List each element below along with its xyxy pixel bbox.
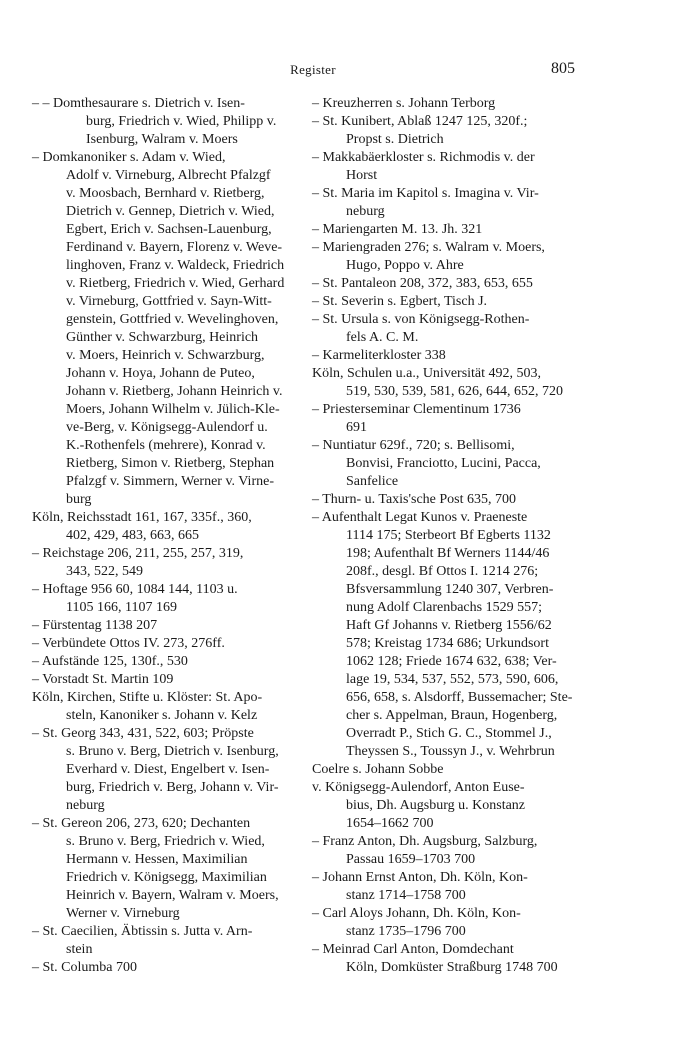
entry-line: steln, Kanoniker s. Johann v. Kelz (66, 708, 258, 723)
entry-line: s. Bruno v. Berg, Dietrich v. Isenburg, (66, 744, 279, 759)
entry-line: – Verbündete Ottos IV. 273, 276ff. (32, 636, 225, 651)
entry-line: v. Virneburg, Gottfried v. Sayn-Witt- (66, 294, 272, 309)
index-entry (312, 95, 570, 113)
header-title: Register (290, 62, 336, 77)
index-entry (312, 311, 570, 347)
index-entry (32, 725, 290, 815)
entry-line: Friedrich v. Königsegg, Maximilian (66, 870, 267, 885)
entry-line: 1105 166, 1107 169 (66, 600, 177, 615)
entry-line: – St. Ursula s. von Königsegg-Rothen- (312, 312, 530, 327)
entry-line: Köln, Schulen u.a., Universität 492, 503, (312, 366, 542, 381)
entry-line: 1114 175; Sterbeort Bf Egberts 1132 (346, 528, 551, 543)
entry-line: – Mariengraden 276; s. Walram v. Moers, (312, 240, 545, 255)
entry-line: Bonvisi, Franciotto, Lucini, Pacca, (346, 456, 541, 471)
entry-line: stanz 1714–1758 700 (346, 888, 466, 903)
entry-line: Horst (346, 168, 378, 183)
entry-line: v. Königsegg-Aulendorf, Anton Euse- (312, 780, 525, 795)
index-entry (312, 869, 570, 905)
entry-line: nung Adolf Clarenbachs 1529 557; (346, 600, 542, 615)
entry-line: – Vorstadt St. Martin 109 (32, 672, 174, 687)
entry-line: Hugo, Poppo v. Ahre (346, 258, 464, 273)
index-entry (312, 941, 570, 977)
entry-line: 1654–1662 700 (346, 816, 434, 831)
entry-line: burg, Friedrich v. Berg, Johann v. Vir- (66, 780, 279, 795)
entry-line: Adolf v. Virneburg, Albrecht Pfalzgf (66, 168, 271, 183)
entry-line: Moers, Johann Wilhelm v. Jülich-Kle- (66, 402, 280, 417)
entry-line: Köln, Reichsstadt 161, 167, 335f., 360, (32, 510, 252, 525)
entry-line: – Meinrad Carl Anton, Domdechant (312, 942, 514, 957)
entry-line: 691 (346, 420, 367, 435)
index-entry (312, 149, 570, 185)
entry-line: Passau 1659–1703 700 (346, 852, 476, 867)
entry-line: – St. Columba 700 (32, 960, 138, 975)
entry-line: 656, 658, s. Alsdorff, Bussemacher; Ste- (346, 690, 573, 705)
entry-line: – St. Georg 343, 431, 522, 603; Pröpste (32, 726, 254, 741)
entry-line: 1062 128; Friede 1674 632, 638; Ver- (346, 654, 557, 669)
entry-line: K.-Rothenfels (mehrere), Konrad v. (66, 438, 266, 453)
index-entry (312, 761, 570, 779)
entry-line: Bfsversammlung 1240 307, Verbren- (346, 582, 554, 597)
entry-line: Overradt P., Stich G. C., Stommel J., (346, 726, 552, 741)
entry-line: Köln, Domküster Straßburg 1748 700 (346, 960, 558, 975)
index-entry (32, 923, 290, 959)
entry-line: Hermann v. Hessen, Maximilian (66, 852, 248, 867)
entry-line: lage 19, 534, 537, 552, 573, 590, 606, (346, 672, 559, 687)
entry-line: Theyssen S., Toussyn J., v. Wehrbrun (346, 744, 555, 759)
entry-line: – Aufstände 125, 130f., 530 (32, 654, 188, 669)
entry-line: Egbert, Erich v. Sachsen-Lauenburg, (66, 222, 272, 237)
entry-line: – Kreuzherren s. Johann Terborg (312, 96, 496, 111)
entry-line: Coelre s. Johann Sobbe (312, 762, 444, 777)
index-entry (312, 833, 570, 869)
entry-line: – Aufenthalt Legat Kunos v. Praeneste (312, 510, 528, 525)
entry-line: fels A. C. M. (346, 330, 419, 345)
entry-line: – St. Caecilien, Äbtissin s. Jutta v. Arn- (32, 924, 253, 939)
entry-line: burg, Friedrich v. Wied, Philipp v. (86, 114, 277, 129)
entry-line: cher s. Appelman, Braun, Hogenberg, (346, 708, 558, 723)
entry-line: Ferdinand v. Bayern, Florenz v. Weve- (66, 240, 283, 255)
entry-line: Isenburg, Walram v. Moers (86, 132, 238, 147)
index-entry (312, 491, 570, 509)
entry-line: neburg (66, 798, 105, 813)
index-entry (312, 779, 570, 833)
page-number: 805 (551, 60, 575, 77)
entry-line: linghoven, Franz v. Waldeck, Friedrich (66, 258, 285, 273)
entry-line: – Carl Aloys Johann, Dh. Köln, Kon- (312, 906, 521, 921)
entry-line: Günther v. Schwarzburg, Heinrich (66, 330, 259, 345)
entry-line: – St. Gereon 206, 273, 620; Dechanten (32, 816, 251, 831)
entry-line: – Reichstage 206, 211, 255, 257, 319, (32, 546, 244, 561)
entry-line: – St. Kunibert, Ablaß 1247 125, 320f.; (312, 114, 528, 129)
entry-line: Heinrich v. Bayern, Walram v. Moers, (66, 888, 279, 903)
entry-line: – Karmeliterkloster 338 (312, 348, 446, 363)
entry-line: Johann v. Hoya, Johann de Puteo, (66, 366, 255, 381)
entry-line: Haft Gf Johanns v. Rietberg 1556/62 (346, 618, 552, 633)
entry-line: Propst s. Dietrich (346, 132, 444, 147)
entry-line: Dietrich v. Gennep, Dietrich v. Wied, (66, 204, 275, 219)
entry-line: Werner v. Virneburg (66, 906, 180, 921)
index-entry (32, 959, 290, 977)
index-entry (32, 689, 290, 725)
entry-line: Everhard v. Diest, Engelbert v. Isen- (66, 762, 270, 777)
entry-line: bius, Dh. Augsburg u. Konstanz (346, 798, 526, 813)
entry-line: burg (66, 492, 92, 507)
index-entry (32, 671, 290, 689)
entry-line: Sanfelice (346, 474, 399, 489)
entry-line: – Thurn- u. Taxis'sche Post 635, 700 (312, 492, 517, 507)
entry-line: Köln, Kirchen, Stifte u. Klöster: St. Apo- (32, 690, 263, 705)
running-header (0, 62, 700, 82)
index-entry (312, 239, 570, 275)
entry-line: Pfalzgf v. Simmern, Werner v. Virne- (66, 474, 274, 489)
entry-line: – Mariengarten M. 13. Jh. 321 (312, 222, 483, 237)
entry-line: – Franz Anton, Dh. Augsburg, Salzburg, (312, 834, 538, 849)
entry-line: – St. Severin s. Egbert, Tisch J. (312, 294, 488, 309)
index-entry (32, 509, 290, 545)
entry-line: s. Bruno v. Berg, Friedrich v. Wied, (66, 834, 265, 849)
entry-line: – Nuntiatur 629f., 720; s. Bellisomi, (312, 438, 515, 453)
index-entry (32, 653, 290, 671)
index-entry (312, 437, 570, 491)
index-entry (312, 905, 570, 941)
entry-line: – Hoftage 956 60, 1084 144, 1103 u. (32, 582, 238, 597)
index-entry (312, 365, 570, 401)
entry-line: 343, 522, 549 (66, 564, 143, 579)
entry-line: 208f., desgl. Bf Ottos I. 1214 276; (346, 564, 539, 579)
entry-line: – – Domthesaurare s. Dietrich v. Isen- (32, 96, 245, 111)
index-entry (32, 617, 290, 635)
entry-line: 578; Kreistag 1734 686; Urkundsort (346, 636, 549, 651)
entry-line: stein (66, 942, 93, 957)
entry-line: – Fürstentag 1138 207 (32, 618, 158, 633)
entry-line: – Johann Ernst Anton, Dh. Köln, Kon- (312, 870, 528, 885)
entry-line: neburg (346, 204, 385, 219)
entry-line: – St. Maria im Kapitol s. Imagina v. Vir- (312, 186, 539, 201)
entry-line: v. Rietberg, Friedrich v. Wied, Gerhard (66, 276, 285, 291)
index-entry (312, 221, 570, 239)
right-column (312, 95, 573, 977)
index-entry (32, 581, 290, 617)
index-entry (312, 509, 573, 761)
index-entry (32, 815, 290, 923)
entry-line: – Domkanoniker s. Adam v. Wied, (32, 150, 226, 165)
entry-line: 198; Aufenthalt Bf Werners 1144/46 (346, 546, 550, 561)
entry-line: Johann v. Rietberg, Johann Heinrich v. (66, 384, 283, 399)
entry-line: v. Moers, Heinrich v. Schwarzburg, (66, 348, 265, 363)
index-entry (32, 635, 290, 653)
entry-line: 519, 530, 539, 581, 626, 644, 652, 720 (346, 384, 563, 399)
entry-line: – Priesterseminar Clementinum 1736 (312, 402, 521, 417)
entry-line: genstein, Gottfried v. Wevelinghoven, (66, 312, 279, 327)
index-entry (312, 401, 570, 437)
left-column (32, 95, 290, 977)
index-entry (312, 185, 570, 221)
entry-line: ve-Berg, v. Königsegg-Aulendorf u. (66, 420, 268, 435)
index-entry (312, 293, 570, 311)
entry-line: 402, 429, 483, 663, 665 (66, 528, 199, 543)
entry-line: – St. Pantaleon 208, 372, 383, 653, 655 (312, 276, 533, 291)
entry-line: Rietberg, Simon v. Rietberg, Stephan (66, 456, 275, 471)
index-entry (32, 95, 290, 149)
entry-line: stanz 1735–1796 700 (346, 924, 466, 939)
index-entry (32, 545, 290, 581)
index-entry (312, 275, 570, 293)
index-entry (312, 347, 570, 365)
entry-line: v. Moosbach, Bernhard v. Rietberg, (66, 186, 265, 201)
entry-line: – Makkabäerkloster s. Richmodis v. der (312, 150, 535, 165)
index-entry (32, 149, 290, 509)
index-entry (312, 113, 570, 149)
